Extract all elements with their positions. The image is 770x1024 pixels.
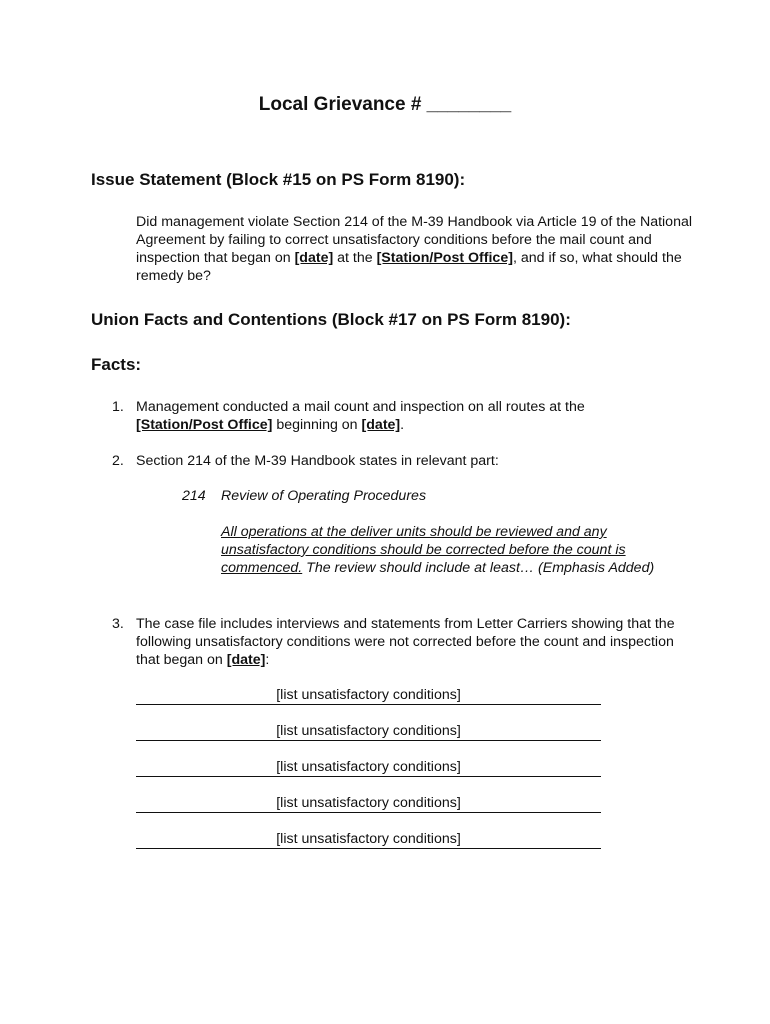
issue-text-part-2: at the <box>333 250 377 266</box>
condition-line-1[interactable]: [list unsatisfactory conditions] <box>136 686 601 705</box>
issue-statement-heading: Issue Statement (Block #15 on PS Form 8190): <box>91 170 466 189</box>
fact-number-2: 2. <box>112 453 124 469</box>
facts-heading: Facts: <box>91 355 142 374</box>
condition-line-2[interactable]: [list unsatisfactory conditions] <box>136 722 601 741</box>
station-placeholder: [Station/Post Office] <box>376 250 513 266</box>
page-title: Local Grievance # ________ <box>258 94 512 115</box>
fact-item-2: Section 214 of the M-39 Handbook states in relevant part: <box>136 453 499 469</box>
date-placeholder: [date] <box>294 250 334 266</box>
quote-body <box>221 523 666 577</box>
station-placeholder: [Station/Post Office] <box>136 417 273 433</box>
issue-statement-text <box>136 213 696 285</box>
condition-line-3[interactable]: [list unsatisfactory conditions] <box>136 758 601 777</box>
fact-1-text-part-1: Management conducted a mail count and inspection on all routes at the <box>136 399 585 415</box>
condition-line-5[interactable]: [list unsatisfactory conditions] <box>136 830 601 849</box>
fact-1-text-part-3: . <box>400 417 405 433</box>
fact-number-1: 1. <box>112 399 124 415</box>
quote-rest-text: The review should include at least… (Emphasis Added) <box>302 560 655 576</box>
condition-line-4[interactable]: [list unsatisfactory conditions] <box>136 794 601 813</box>
fact-3-text-part-2: : <box>265 652 270 668</box>
union-facts-heading: Union Facts and Contentions (Block #17 on PS Form 8190): <box>91 310 571 329</box>
date-placeholder: [date] <box>361 417 401 433</box>
fact-3-text-part-1: The case file includes interviews and statements from Letter Carriers showing that the following unsatisfactory conditions were not corrected before the count and inspection that began on <box>136 616 675 668</box>
fact-number-3: 3. <box>112 616 124 632</box>
issue-text-part-3: , and if so, what should the remedy be? <box>136 250 682 284</box>
date-placeholder: [date] <box>226 652 266 668</box>
quote-emphasized-text: All operations at the deliver units should be reviewed and any unsatisfactory conditions should be corrected before the count is commenced. <box>221 524 626 576</box>
fact-1-text-part-2: beginning on <box>272 417 362 433</box>
quote-section-title: Review of Operating Procedures <box>221 488 427 504</box>
quote-section-number: 214 <box>182 488 206 504</box>
fact-item-3 <box>136 615 676 669</box>
fact-item-1 <box>136 398 636 434</box>
issue-text-part-1: Did management violate Section 214 of the M-39 Handbook via Article 19 of the National Agreement by failing to correct unsatisfactory conditions before the mail count and inspection that began on <box>136 214 693 266</box>
